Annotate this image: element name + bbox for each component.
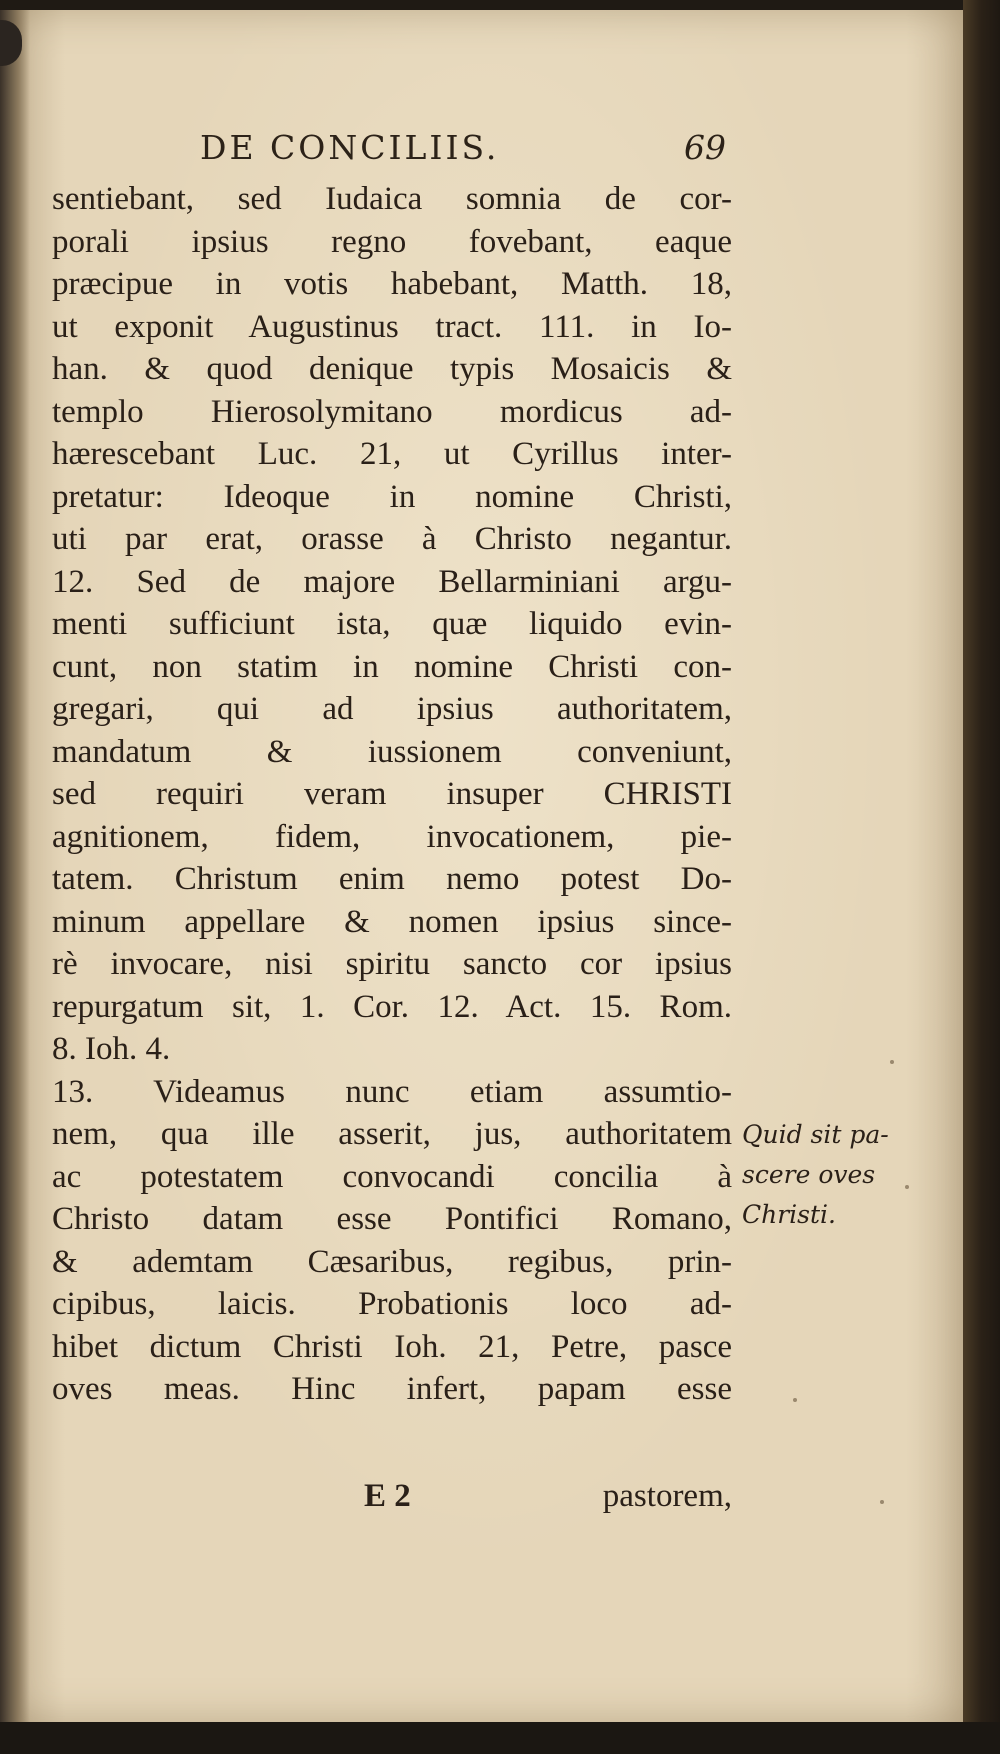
paper-speck	[905, 1185, 909, 1189]
text-line: rè invocare, nisi spiritu sancto cor ipsius	[52, 946, 732, 982]
text-line: menti sufficiunt ista, quæ liquido evin-	[52, 606, 732, 642]
text-line: repurgatum sit, 1. Cor. 12. Act. 15. Rom.	[52, 988, 732, 1025]
page-edge-right	[963, 0, 1000, 1754]
running-head: DE CONCILIIS.	[200, 128, 500, 167]
text-line: tatem. Christum enim nemo potest Do-	[52, 861, 732, 897]
signature-mark: E 2	[364, 1478, 411, 1514]
text-line: 8. Ioh. 4.	[52, 1031, 171, 1067]
text-line: & ademtam Cæsaribus, regibus, prin-	[52, 1243, 732, 1280]
marginal-note-line: scere oves	[742, 1160, 876, 1189]
text-line: sentiebant, sed Iudaica somnia de cor-	[52, 181, 732, 217]
page-edge-bottom	[0, 1722, 1000, 1754]
text-line: præcipue in votis habebant, Matth. 18,	[52, 266, 732, 302]
marginal-note-line: Christi.	[742, 1200, 836, 1229]
text-line: 12. Sed de majore Bellarminiani argu-	[52, 563, 732, 600]
text-line: sed requiri veram insuper CHRISTI	[52, 776, 732, 812]
paper-speck	[880, 1500, 884, 1504]
text-line: agnitionem, fidem, invocationem, pie-	[52, 818, 732, 855]
text-line: hibet dictum Christi Ioh. 21, Petre, pasce	[52, 1328, 732, 1365]
text-line: nem, qua ille asserit, jus, authoritatem	[52, 1116, 732, 1152]
text-line: 13. Videamus nunc etiam assumtio-	[52, 1073, 732, 1110]
page-number: 69	[684, 128, 726, 167]
body-text	[52, 178, 732, 1411]
text-line: gregari, qui ad ipsius authoritatem,	[52, 691, 732, 727]
text-line: templo Hierosolymitano mordicus ad-	[52, 393, 732, 430]
text-line: han. & quod denique typis Mosaicis &	[52, 351, 732, 387]
text-line: porali ipsius regno fovebant, eaque	[52, 223, 732, 260]
text-line: Christo datam esse Pontifici Romano,	[52, 1201, 732, 1237]
text-line: pretatur: Ideoque in nomine Christi,	[52, 478, 732, 515]
text-line: ut exponit Augustinus tract. 111. in Io-	[52, 308, 732, 345]
page-footer	[52, 1478, 732, 1522]
text-line: hærescebant Luc. 21, ut Cyrillus inter-	[52, 436, 732, 472]
paper-speck	[890, 1060, 894, 1064]
show-through-text	[6, 150, 42, 1550]
marginal-note-line: Quid sit pa-	[742, 1120, 889, 1149]
text-line: ac potestatem convocandi concilia à	[52, 1158, 732, 1195]
catchword: pastorem,	[602, 1478, 732, 1514]
text-line: cipibus, laicis. Probationis loco ad-	[52, 1286, 732, 1322]
text-line: uti par erat, orasse à Christo negantur.	[52, 521, 732, 557]
paper-speck	[793, 1398, 797, 1402]
text-line: oves meas. Hinc infert, papam esse	[52, 1371, 732, 1407]
marginal-note	[742, 1115, 922, 1235]
text-line: minum appellare & nomen ipsius since-	[52, 903, 732, 940]
text-line: cunt, non statim in nomine Christi con-	[52, 648, 732, 685]
text-line: mandatum & iussionem conveniunt,	[52, 733, 732, 770]
